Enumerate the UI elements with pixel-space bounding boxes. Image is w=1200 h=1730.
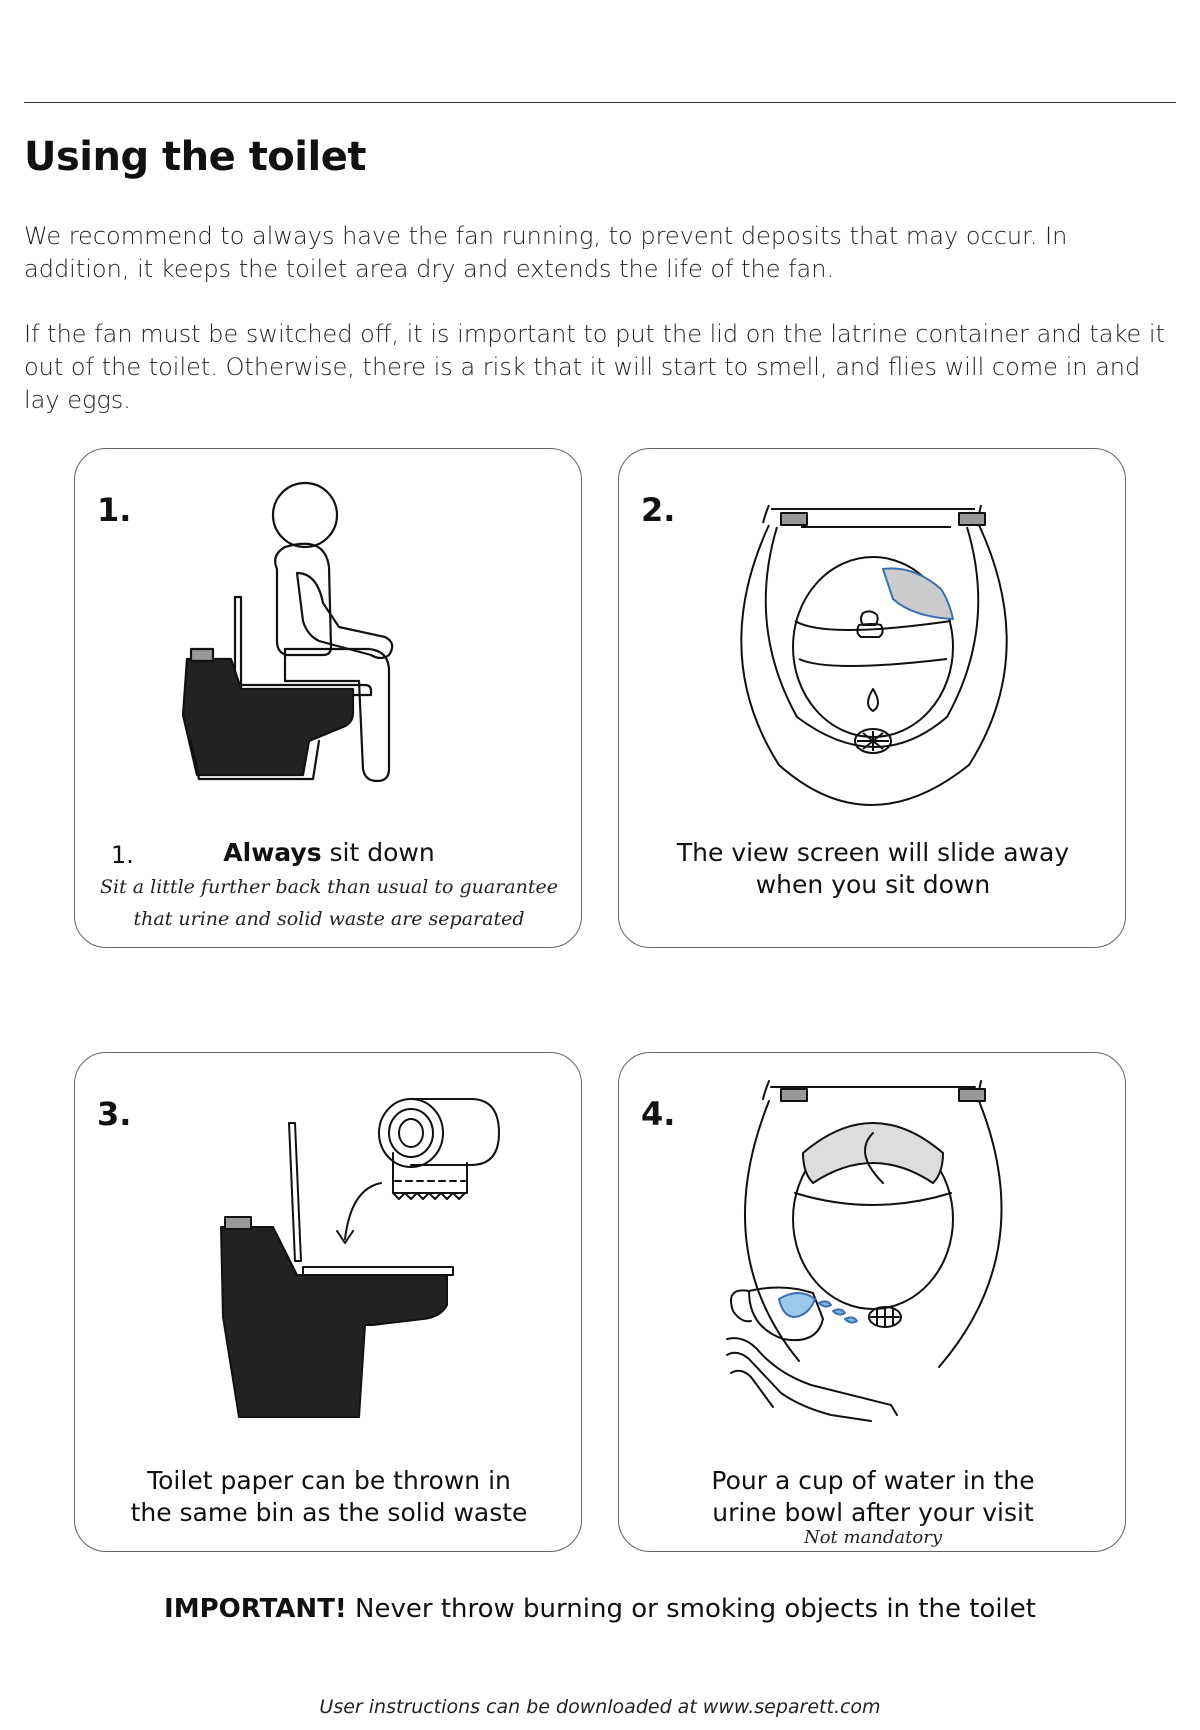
step-caption-line1: The view screen will slide away xyxy=(676,838,1070,867)
important-warning xyxy=(0,1594,1200,1624)
step-caption xyxy=(75,837,583,869)
fan-off-paragraph: If the fan must be switched off, it is important to put the lid on the latrine container and take it out of the toilet. Otherwise, there is a risk that it will start to smell, and flies will come in and lay eggs. xyxy=(24,320,1166,414)
footer-note: User instructions can be downloaded at www.separett.com xyxy=(319,1696,881,1718)
step-caption-line1: Toilet paper can be thrown in xyxy=(147,1466,511,1495)
person-sitting-on-toilet-icon xyxy=(75,449,583,829)
step-subcaption-line1: Sit a little further back than usual to guarantee xyxy=(100,876,558,898)
step-number: 4. xyxy=(641,1095,676,1133)
pour-water-cup-icon xyxy=(619,1053,1127,1433)
caption-rest: sit down xyxy=(321,838,435,867)
important-label: IMPORTANT! xyxy=(164,1594,347,1624)
list-number: 1. xyxy=(111,841,134,869)
step-number: 1. xyxy=(97,491,132,529)
step-card-3 xyxy=(74,1052,582,1552)
step-caption-line2: the same bin as the solid waste xyxy=(130,1498,528,1527)
important-text: Never throw burning or smoking objects in the toilet xyxy=(346,1594,1036,1624)
toilet-paper-into-toilet-icon xyxy=(75,1053,583,1433)
toilet-seat-top-view-icon xyxy=(619,449,1127,829)
intro-paragraph: We recommend to always have the fan running, to prevent deposits that may occur. In addition, it keeps the toilet area dry and extends the life of the fan. xyxy=(24,222,1068,283)
step-caption-line2: urine bowl after your visit xyxy=(712,1498,1034,1527)
step-caption-line2: when you sit down xyxy=(755,870,991,899)
step-card-1 xyxy=(74,448,582,948)
step-caption-line1: Pour a cup of water in the xyxy=(711,1466,1035,1495)
step-note: Not mandatory xyxy=(803,1527,943,1548)
header-divider xyxy=(24,102,1176,103)
caption-bold: Always xyxy=(223,838,322,867)
step-number: 3. xyxy=(97,1095,132,1133)
page-title: Using the toilet xyxy=(24,134,366,180)
step-number: 2. xyxy=(641,491,676,529)
step-subcaption-line2: that urine and solid waste are separated xyxy=(133,908,525,930)
step-card-2 xyxy=(618,448,1126,948)
step-card-4 xyxy=(618,1052,1126,1552)
